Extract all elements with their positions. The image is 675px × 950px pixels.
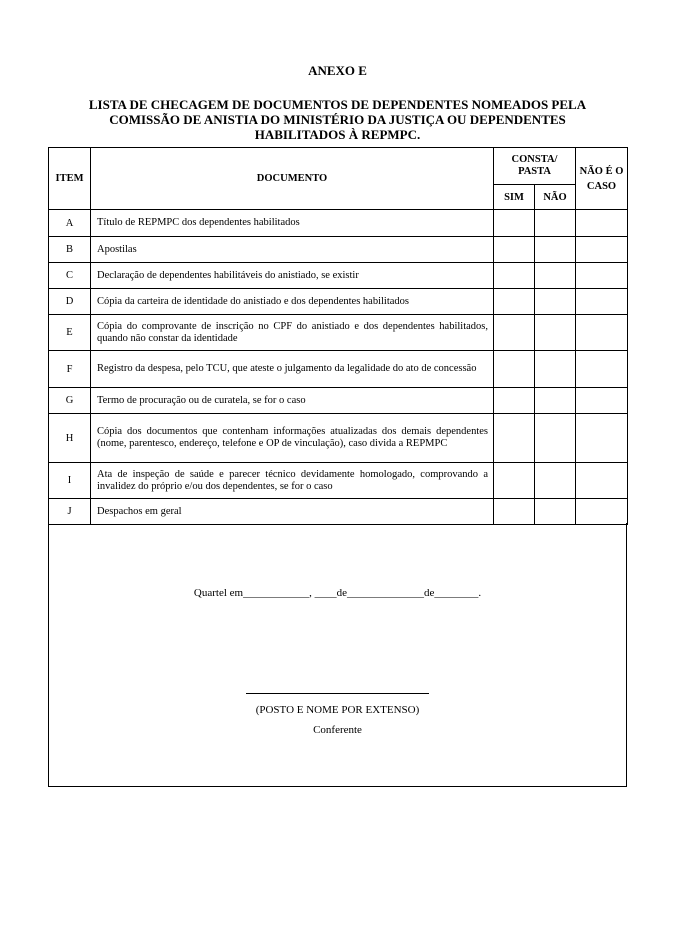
signer-role: Conferente <box>313 724 362 736</box>
checklist-table <box>48 147 628 525</box>
nao-e-o-caso-checkbox[interactable] <box>576 499 628 525</box>
table-row <box>49 463 628 499</box>
item-letter: F <box>49 351 91 388</box>
document-description: Declaração de dependentes habilitáveis do anistiado, se existir <box>91 263 494 289</box>
sim-checkbox[interactable] <box>494 351 535 388</box>
title-line: LISTA DE CHECAGEM DE DOCUMENTOS DE DEPENDENTES NOMEADOS PELA <box>88 97 587 112</box>
document-description: Ata de inspeção de saúde e parecer técnico devidamente homologado, comprovando a invalidez do próprio e/ou dos dependentes, se for o caso <box>91 463 494 499</box>
document-description: Registro da despesa, pelo TCU, que ateste o julgamento da legalidade do ato de concessão <box>91 351 494 388</box>
sim-checkbox[interactable] <box>494 289 535 315</box>
header-nao: NÃO <box>535 185 576 210</box>
sim-checkbox[interactable] <box>494 263 535 289</box>
document-description: Título de REPMPC dos dependentes habilitados <box>91 210 494 237</box>
document-title <box>48 97 627 142</box>
signature-box <box>48 523 627 787</box>
header-nao-e-o-caso: NÃO É O CASO <box>576 148 628 210</box>
sim-checkbox[interactable] <box>494 414 535 463</box>
nao-e-o-caso-checkbox[interactable] <box>576 351 628 388</box>
nao-checkbox[interactable] <box>535 315 576 351</box>
nao-e-o-caso-checkbox[interactable] <box>576 463 628 499</box>
annex-heading: ANEXO E <box>308 63 367 78</box>
nao-e-o-caso-checkbox[interactable] <box>576 210 628 237</box>
nao-checkbox[interactable] <box>535 463 576 499</box>
item-letter: E <box>49 315 91 351</box>
nao-e-o-caso-checkbox[interactable] <box>576 237 628 263</box>
signature-line[interactable] <box>246 693 429 694</box>
nao-checkbox[interactable] <box>535 351 576 388</box>
sim-checkbox[interactable] <box>494 463 535 499</box>
sim-checkbox[interactable] <box>494 388 535 414</box>
nao-e-o-caso-checkbox[interactable] <box>576 289 628 315</box>
sim-checkbox[interactable] <box>494 237 535 263</box>
table-row <box>49 351 628 388</box>
nao-checkbox[interactable] <box>535 414 576 463</box>
header-consta-pasta: CONSTA/ PASTA <box>494 148 576 185</box>
table-row <box>49 499 628 525</box>
table-row <box>49 414 628 463</box>
nao-e-o-caso-checkbox[interactable] <box>576 388 628 414</box>
table-row <box>49 237 628 263</box>
item-letter: H <box>49 414 91 463</box>
header-item: ITEM <box>49 148 91 210</box>
nao-e-o-caso-checkbox[interactable] <box>576 315 628 351</box>
table-row <box>49 388 628 414</box>
nao-checkbox[interactable] <box>535 289 576 315</box>
table-row <box>49 263 628 289</box>
nao-checkbox[interactable] <box>535 388 576 414</box>
document-description: Despachos em geral <box>91 499 494 525</box>
table-row <box>49 315 628 351</box>
header-sim: SIM <box>494 185 535 210</box>
item-letter: C <box>49 263 91 289</box>
item-letter: D <box>49 289 91 315</box>
document-description: Cópia da carteira de identidade do anistiado e dos dependentes habilitados <box>91 289 494 315</box>
sim-checkbox[interactable] <box>494 210 535 237</box>
nao-e-o-caso-checkbox[interactable] <box>576 263 628 289</box>
table-row <box>49 289 628 315</box>
item-letter: I <box>49 463 91 499</box>
nao-checkbox[interactable] <box>535 210 576 237</box>
date-line[interactable]: Quartel em____________, ____de______________de________. <box>193 587 482 599</box>
item-letter: B <box>49 237 91 263</box>
document-description: Apostilas <box>91 237 494 263</box>
document-description: Cópia do comprovante de inscrição no CPF do anistiado e dos dependentes habilitados, quando não constar da identidade <box>91 315 494 351</box>
nao-e-o-caso-checkbox[interactable] <box>576 414 628 463</box>
sim-checkbox[interactable] <box>494 315 535 351</box>
title-line: HABILITADOS À REPMPC. <box>254 127 421 142</box>
document-description: Termo de procuração ou de curatela, se for o caso <box>91 388 494 414</box>
table-row <box>49 210 628 237</box>
item-letter: J <box>49 499 91 525</box>
nao-checkbox[interactable] <box>535 263 576 289</box>
sim-checkbox[interactable] <box>494 499 535 525</box>
item-letter: G <box>49 388 91 414</box>
title-line: COMISSÃO DE ANISTIA DO MINISTÉRIO DA JUSTIÇA OU DEPENDENTES <box>109 112 566 127</box>
nao-checkbox[interactable] <box>535 499 576 525</box>
signature-label: (POSTO E NOME POR EXTENSO) <box>255 704 420 716</box>
item-letter: A <box>49 210 91 237</box>
nao-checkbox[interactable] <box>535 237 576 263</box>
header-document: DOCUMENTO <box>91 148 494 210</box>
document-description: Cópia dos documentos que contenham informações atualizadas dos demais dependentes (nome, parentesco, endereço, telefone e OP de vinculação), caso divida a REPMPC <box>91 414 494 463</box>
